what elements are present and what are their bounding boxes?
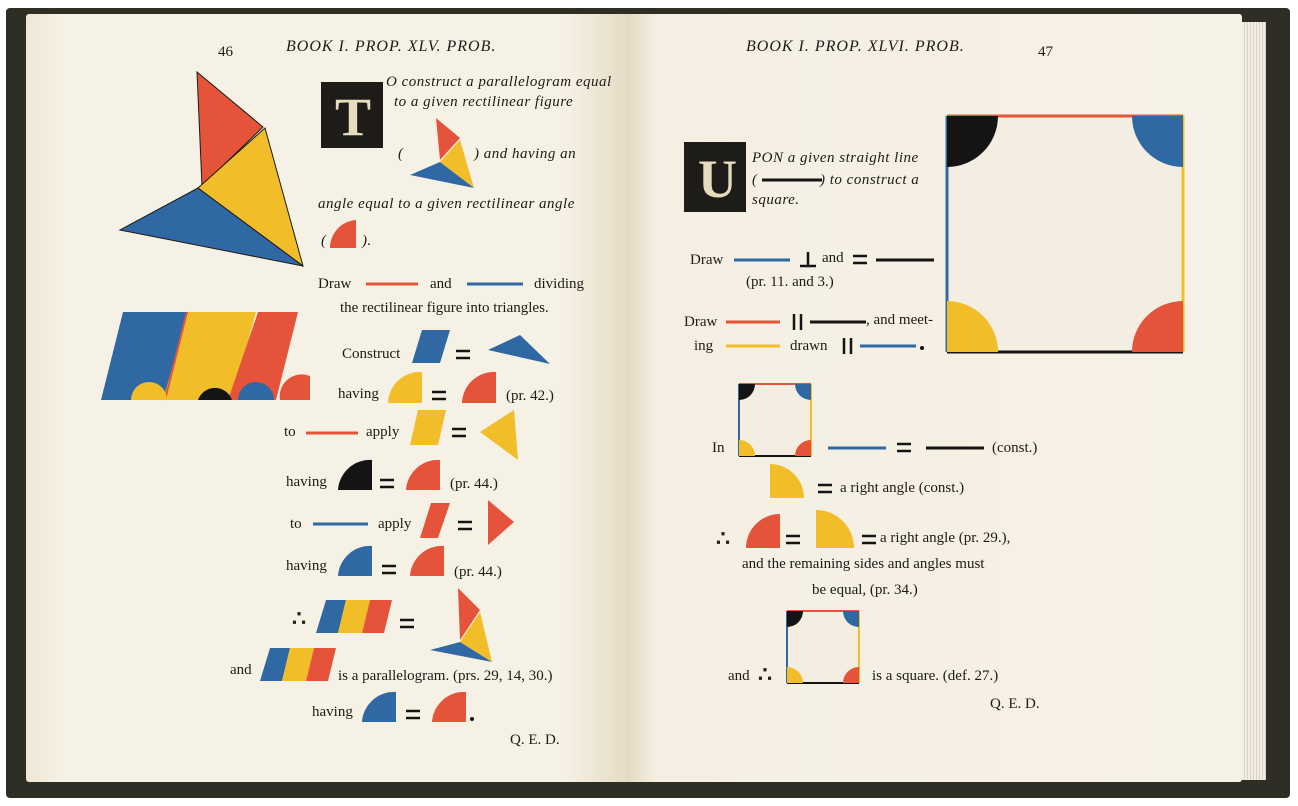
right-angle-const: a right angle (const.) — [840, 480, 965, 496]
drawn-label: drawn — [790, 338, 828, 354]
therefore-symbol-right: ∴ — [716, 526, 730, 551]
right-angle-pr29: a right angle (pr. 29.), — [880, 530, 1011, 546]
having-label-4: having — [312, 704, 353, 720]
page-heading-left: BOOK I. PROP. XLV. PROB. — [286, 38, 497, 55]
intro-line-1: O construct a parallelogram equal — [386, 74, 612, 90]
apply-label-1: apply — [366, 424, 400, 440]
dividing-line-2: the rectilinear figure into triangles. — [340, 300, 549, 316]
remaining-line-2: be equal, (pr. 34.) — [812, 582, 918, 598]
therefore-symbol-right-2: ∴ — [758, 662, 772, 687]
parallelogram-statement: is a parallelogram. (prs. 29, 14, 30.) — [338, 668, 553, 684]
having-label-1: having — [338, 386, 379, 402]
dividing-label: dividing — [534, 276, 585, 292]
const-label: (const.) — [992, 440, 1038, 456]
to-label-1: to — [284, 424, 296, 440]
remaining-line-1: and the remaining sides and angles must — [742, 556, 985, 572]
drop-cap-t — [321, 82, 383, 148]
and-label: and — [430, 276, 452, 292]
intro-open-paren-right: ( — [752, 172, 758, 188]
drop-cap-letter-u: U — [698, 149, 737, 209]
page-edges — [1242, 22, 1266, 780]
intro-line-2-right: ) to construct a — [820, 172, 920, 188]
and-label-right-2: and — [728, 668, 750, 684]
pr44-label-2: (pr. 44.) — [454, 564, 502, 580]
intro-open-paren-2: ( — [321, 233, 327, 249]
intro-line-2: to a given rectilinear figure — [394, 94, 574, 110]
draw-label: Draw — [318, 276, 352, 292]
and-meet-label: , and meet- — [866, 312, 934, 328]
and-label-right: and — [822, 250, 844, 266]
qed-left: Q. E. D. — [510, 732, 560, 748]
intro-line-3-right: square. — [752, 192, 800, 208]
intro-open-paren: ( — [398, 146, 404, 162]
intro-close-paren-2: ). — [362, 233, 372, 249]
page-heading-right: BOOK I. PROP. XLVI. PROB. — [746, 38, 965, 55]
drop-cap-u — [684, 142, 746, 212]
pr42-label: (pr. 42.) — [506, 388, 554, 404]
therefore-symbol-left: ∴ — [292, 606, 306, 631]
square-def-label: is a square. (def. 27.) — [872, 668, 999, 684]
having-label-2: having — [286, 474, 327, 490]
pr44-label-1: (pr. 44.) — [450, 476, 498, 492]
to-label-2: to — [290, 516, 302, 532]
drop-cap-letter: T — [335, 87, 372, 147]
intro-line-3: ) and having an — [474, 146, 577, 162]
draw-label-right: Draw — [690, 252, 724, 268]
ing-label: ing — [694, 338, 714, 354]
small-square-figure — [0, 0, 1, 1]
having-label-3: having — [286, 558, 327, 574]
page-number-right: 47 — [1038, 44, 1053, 60]
intro-line-1-right: PON a given straight line — [752, 150, 919, 166]
draw-label-right-2: Draw — [684, 314, 718, 330]
qed-right: Q. E. D. — [990, 696, 1040, 712]
construct-label: Construct — [342, 346, 401, 362]
pr11-label: (pr. 11. and 3.) — [746, 274, 834, 290]
and-label-left: and — [230, 662, 252, 678]
page-number-left: 46 — [218, 44, 233, 60]
apply-label-2: apply — [378, 516, 412, 532]
in-label: In — [712, 440, 725, 456]
intro-line-4: angle equal to a given rectilinear angle — [318, 196, 575, 212]
